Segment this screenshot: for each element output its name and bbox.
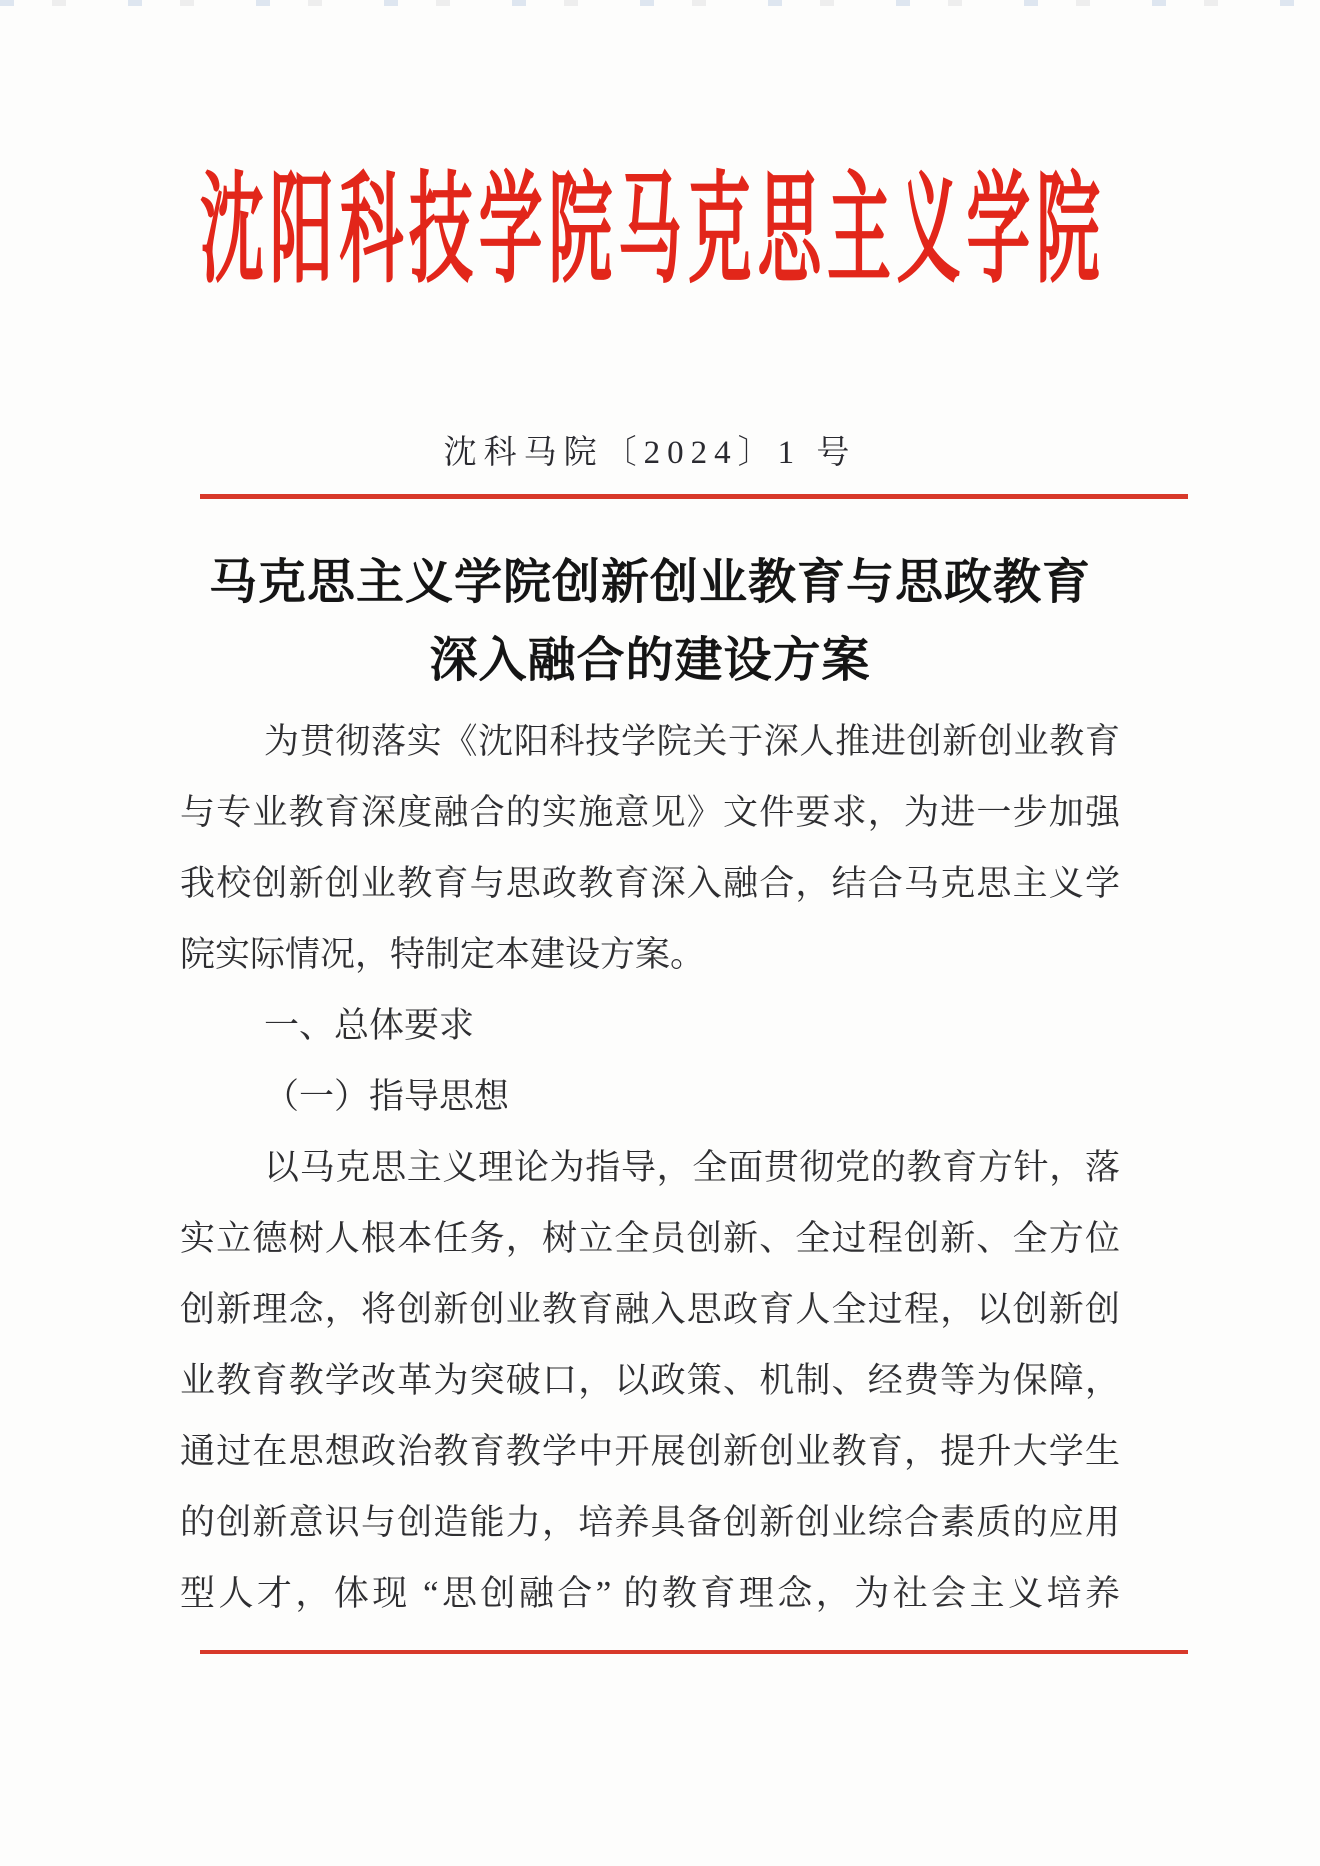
doc-title <box>180 544 1120 700</box>
body-line: 一、总体要求 <box>264 1006 475 1045</box>
body-line: 的创新意识与创造能力，培养具备创新创业综合素质的应用 <box>180 1503 1120 1542</box>
scan-edge-artifact <box>0 0 1320 6</box>
body-line: 与专业教育深度融合的实施意见》文件要求，为进一步加强 <box>180 793 1120 832</box>
body-line: 通过在思想政治教育教学中开展创新创业教育，提升大学生 <box>180 1432 1120 1471</box>
footer-rule <box>200 1650 1188 1654</box>
doc-title-line-1: 马克思主义学院创新创业教育与思政教育 <box>208 556 1091 609</box>
body-line: （一）指导思想 <box>264 1077 510 1116</box>
body-line: 以马克思主义理论为指导，全面贯彻党的教育方针，落 <box>264 1148 1120 1187</box>
org-banner <box>200 162 1100 298</box>
body-line: 我校创新创业教育与思政教育深入融合，结合马克思主义学 <box>180 864 1120 903</box>
body-line: 实立德树人根本任务，树立全员创新、全过程创新、全方位 <box>180 1219 1120 1258</box>
doc-title-line-2: 深入融合的建设方案 <box>429 634 871 687</box>
document-body <box>180 706 1120 1629</box>
header-rule-top <box>200 494 1188 499</box>
doc-number: 沈科马院〔2024〕1 号 <box>443 435 857 471</box>
body-line: 创新理念，将创新创业教育融入思政育人全过程，以创新创 <box>180 1290 1120 1329</box>
body-line: 业教育教学改革为突破口，以政策、机制、经费等为保障， <box>180 1361 1120 1400</box>
body-line: 型人才，体现 “思创融合” 的教育理念，为社会主义培养 <box>180 1574 1120 1613</box>
body-line: 院实际情况，特制定本建设方案。 <box>180 935 706 974</box>
body-line: 为贯彻落实《沈阳科技学院关于深人推进创新创业教育 <box>264 722 1120 761</box>
org-banner-title: 沈阳科技学院马克思主义学院 <box>200 163 1100 298</box>
